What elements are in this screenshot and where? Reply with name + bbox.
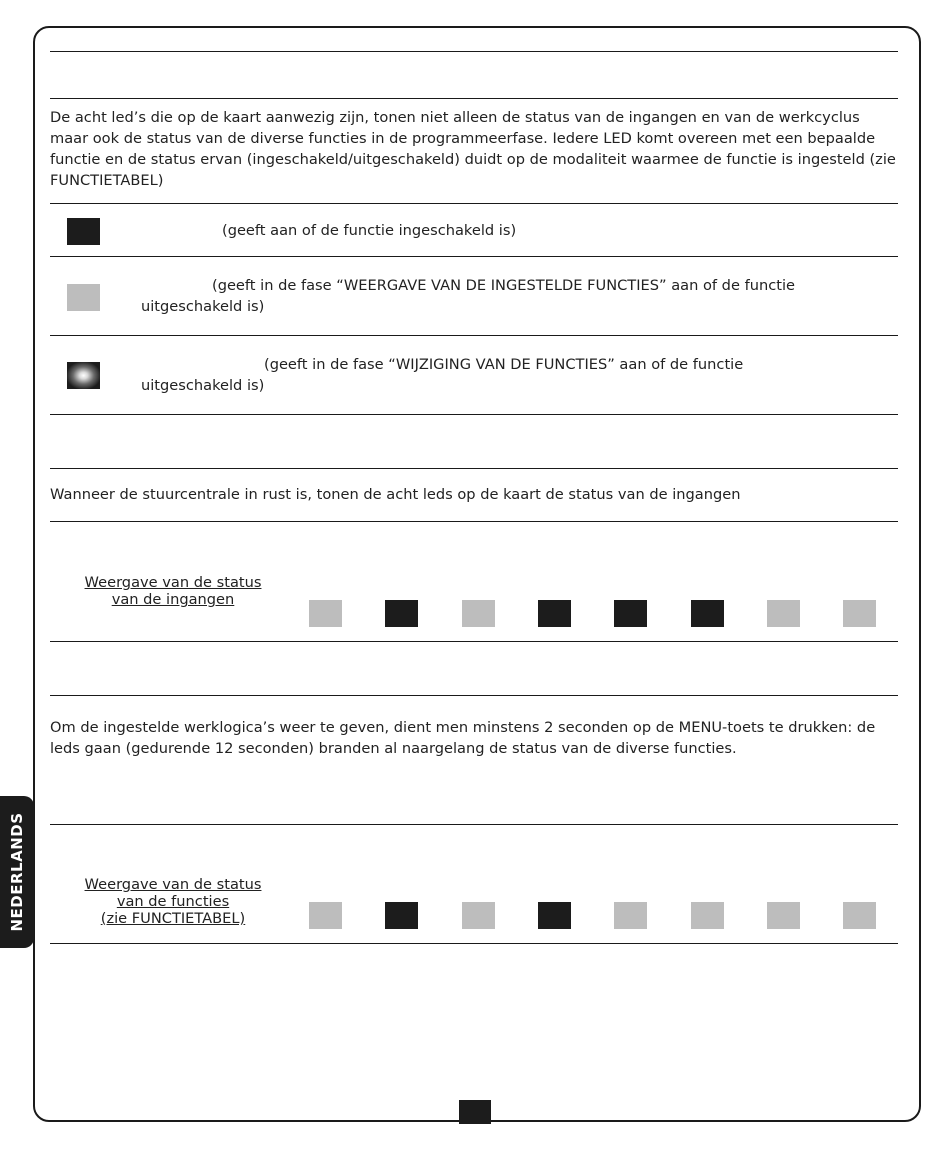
status-led-3-off [462,600,495,627]
page-number-marker [459,1100,491,1124]
status-led-7-off [767,600,800,627]
status-led-8-off [843,600,876,627]
functions-status-caption [53,876,293,927]
rule-menu-mid [50,824,898,825]
rule-rest-bottom [50,641,898,642]
status-led-4-on [538,902,571,929]
legend-off-text-line1: (geeft in de fase “WEERGAVE VAN DE INGESTELDE FUNCTIES” aan of de functie [212,277,795,294]
legend-blink-text-line1: (geeft in de fase “WIJZIGING VAN DE FUNCTIES” aan of de functie [264,356,744,373]
rule-rest-mid [50,521,898,522]
status-led-6-on [691,600,724,627]
legend-led-on-icon [67,218,100,245]
rule-legend-2 [50,335,898,336]
rule-rest-top [50,468,898,469]
status-led-1-off [309,902,342,929]
functions-caption-line3: (zie FUNCTIETABEL) [100,910,246,927]
rule-legend-top [50,203,898,204]
legend-on-text: (geeft aan of de functie ingeschakeld is) [222,222,517,239]
rule-top [50,51,898,52]
status-led-7-off [767,902,800,929]
menu-paragraph: Om de ingestelde werklogica’s weer te geven, dient men minstens 2 seconden op de MENU-toets te drukken: de leds gaan (gedurende 12 seconden) branden al naargelang de status van de diverse functies. [50,719,876,757]
legend-led-blink-icon [67,362,100,389]
rule-intro-top [50,98,898,99]
rule-legend-1 [50,256,898,257]
status-led-5-on [614,600,647,627]
legend-led-off-icon [67,284,100,311]
legend-off-text-line2: uitgeschakeld is) [141,298,265,315]
functions-caption-line1: Weergave van de status [84,876,262,893]
status-led-8-off [843,902,876,929]
status-led-5-off [614,902,647,929]
status-led-4-on [538,600,571,627]
status-led-3-off [462,902,495,929]
status-led-1-off [309,600,342,627]
rule-menu-bottom [50,943,898,944]
inputs-caption-line2: van de ingangen [111,591,235,608]
language-tab-label: NEDERLANDS [8,812,26,932]
rule-menu-top [50,695,898,696]
rule-legend-3 [50,414,898,415]
functions-caption-line2: van de functies [116,893,230,910]
status-led-2-on [385,902,418,929]
inputs-caption-line1: Weergave van de status [84,574,262,591]
intro-paragraph: De acht led’s die op de kaart aanwezig zijn, tonen niet alleen de status van de ingangen en van de werkcyclus maar ook de status van de diverse functies in de programmeerfase. Iedere LED komt overeen met een bepaalde functie en de status ervan (ingeschakeld/uitgeschakeld) duidt op de modaliteit waarmee de functie is ingesteld (zie FUNCTIETABEL) [50,109,896,189]
inputs-status-caption [53,574,293,608]
rest-paragraph: Wanneer de stuurcentrale in rust is, tonen de acht leds op de kaart de status van de ingangen [50,486,741,503]
legend-blink-text-line2: uitgeschakeld is) [141,377,265,394]
status-led-2-on [385,600,418,627]
language-tab [0,796,34,948]
status-led-6-off [691,902,724,929]
